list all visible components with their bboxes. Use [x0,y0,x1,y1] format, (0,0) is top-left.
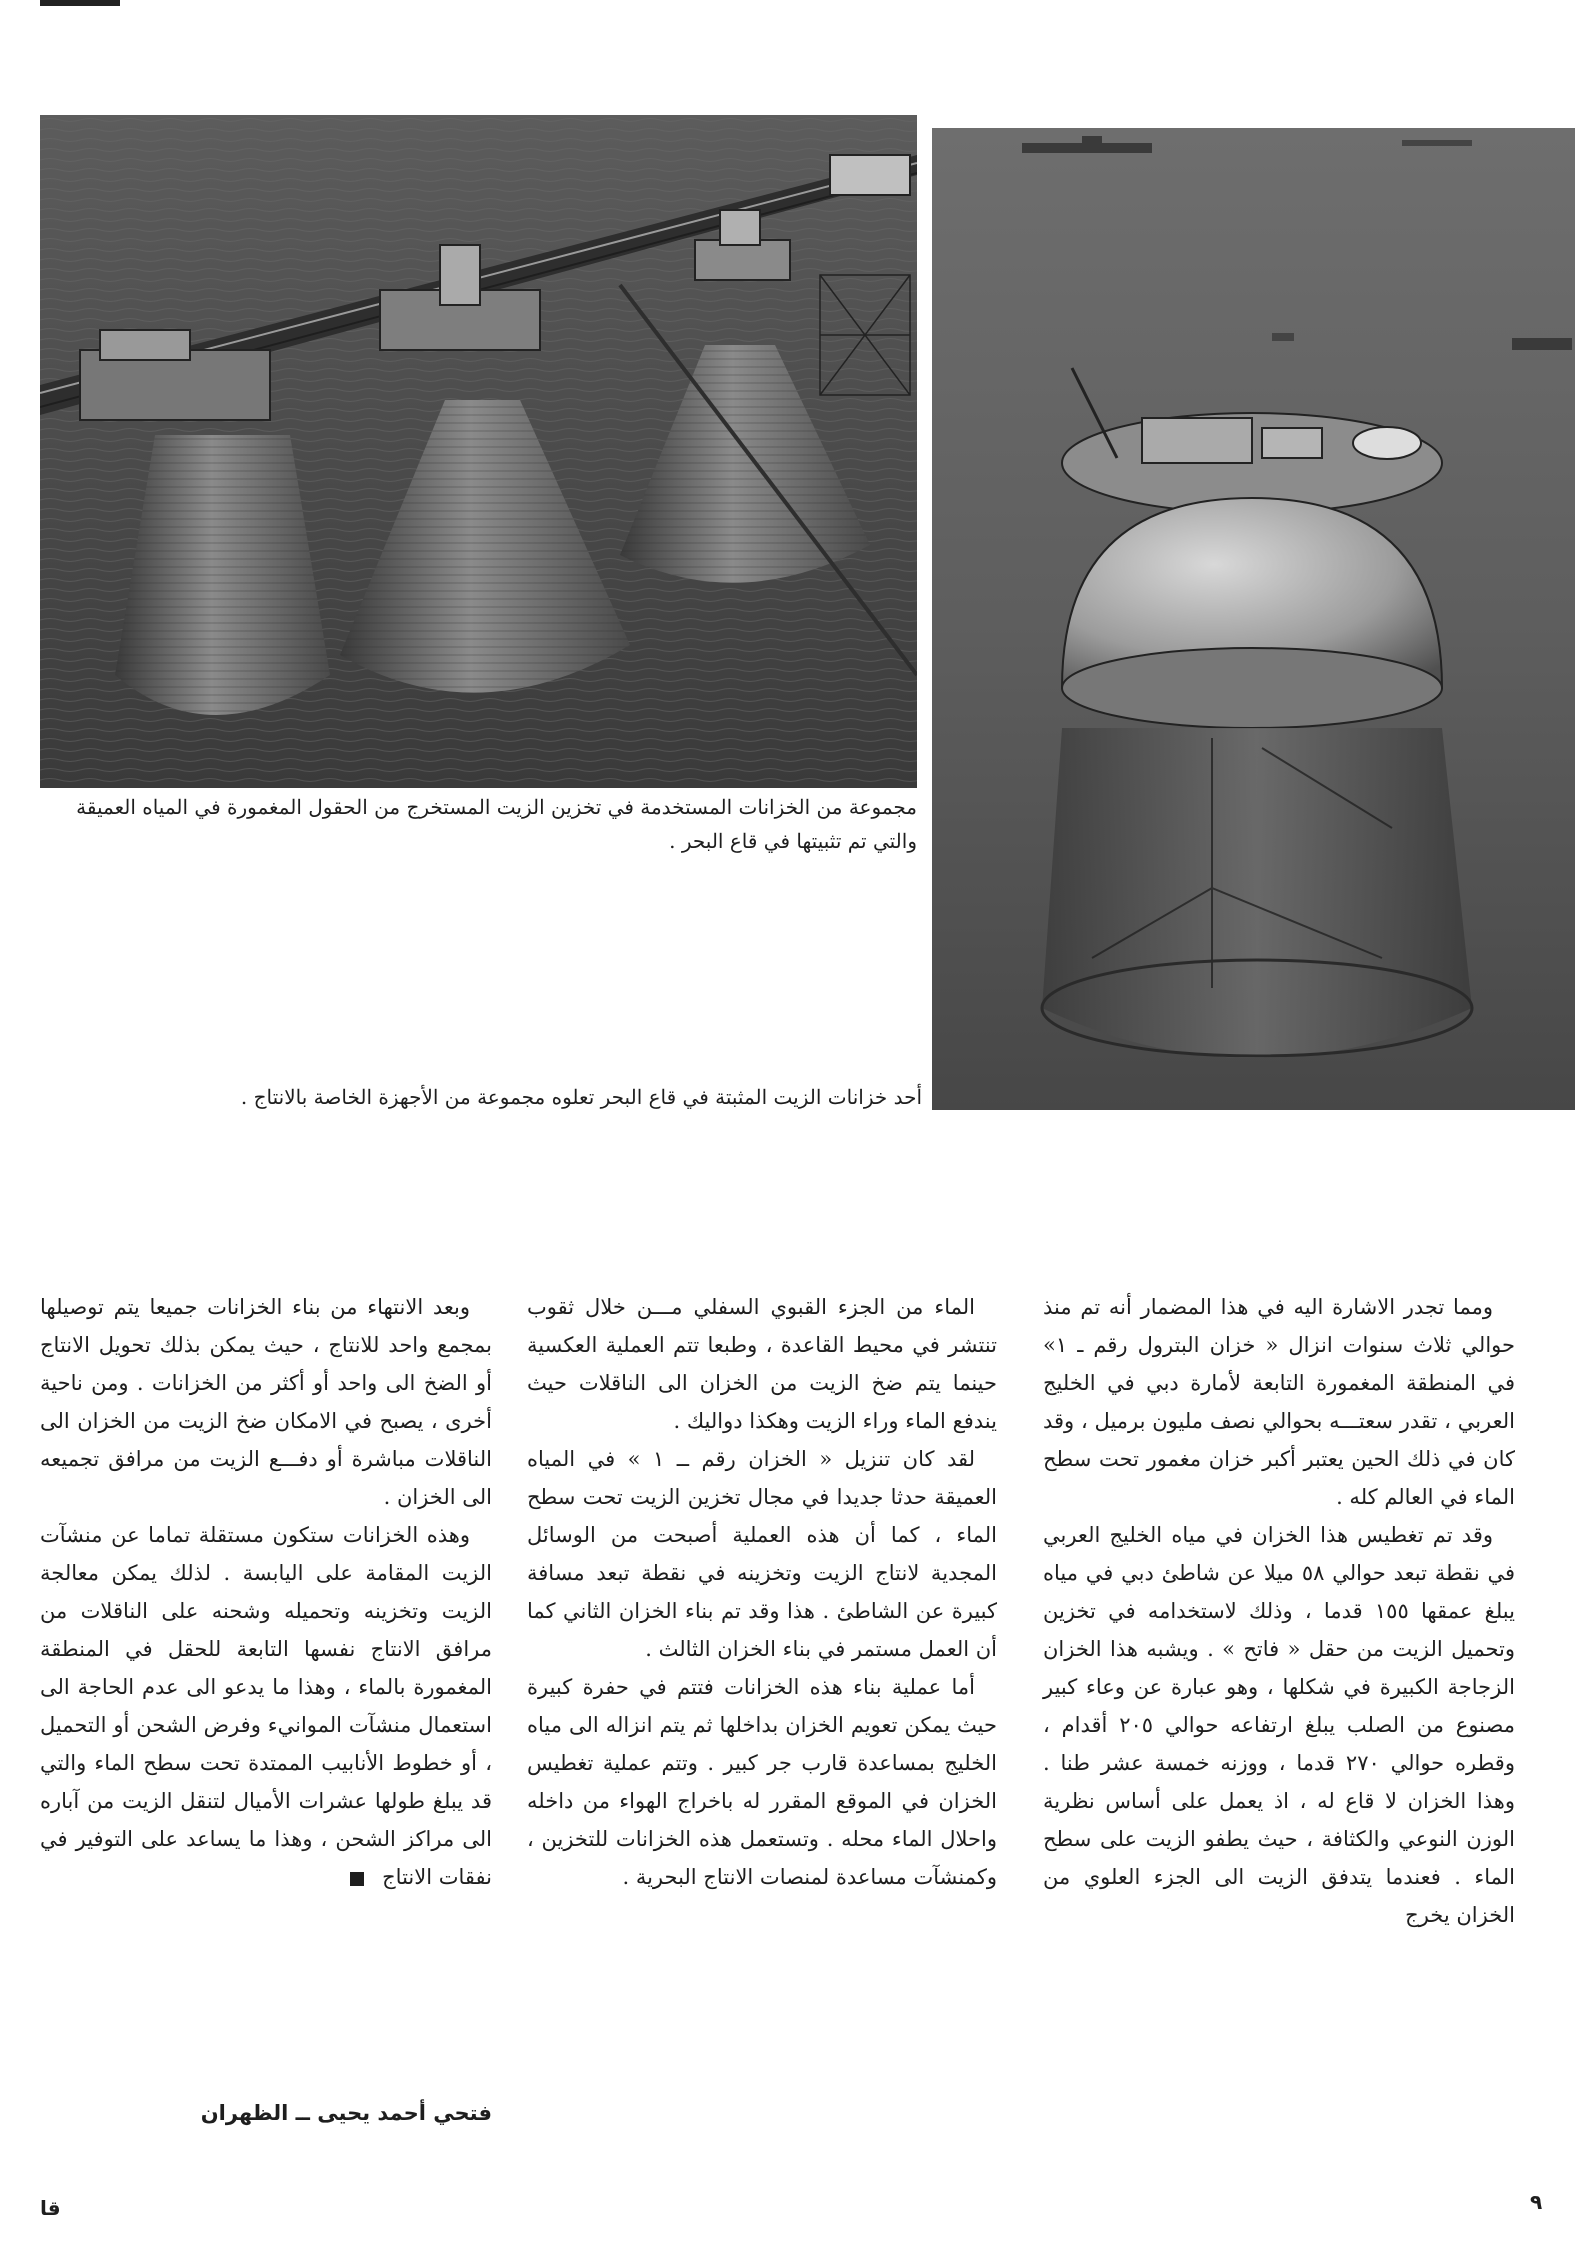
article-column-middle [527,1288,997,1896]
paragraph: أما عملية بناء هذه الخزانات فتتم في حفرة كبيرة حيث يمكن تعويم الخزان بداخلها ثم يتم انزاله الى مياه الخليج بمساعدة قارب جر كبير . وتتم عملية تغطيس الخزان في الموقع المقرر له باخراج الهواء من داخله واحلال الماء محله . وتستعمل هذه الخزانات للتخزين ، وكمنشآت مساعدة لمنصات الانتاج البحرية . [527,1675,997,1889]
magazine-mark: قا [40,2196,61,2220]
page-number: ٩ [1530,2190,1543,2214]
dome-storage-tank-image [932,128,1575,1110]
end-of-article-square-icon [350,1872,364,1886]
paragraph: ومما تجدر الاشارة اليه في هذا المضمار أنه تم منذ حوالي ثلاث سنوات انزال « خزان البترول رقم ـ ١» في المنطقة المغمورة التابعة لأمارة دبي في الخليج العربي ، تقدر سعتـــه بحوالي نصف مليون برميل ، وقد كان في ذلك الحين يعتبر أكبر خزان مغمور تحت سطح الماء في العالم كله . [1043,1295,1515,1509]
top-rule [40,0,120,6]
caption-dome-tank: أحد خزانات الزيت المثبتة في قاع البحر تعلوه مجموعة من الأجهزة الخاصة بالانتاج . [240,1085,922,1109]
paragraph-with-end-mark [40,1516,492,1896]
paragraph-text: وهذه الخزانات ستكون مستقلة تماما عن منشآت الزيت المقامة على اليابسة . لذلك يمكن معالجة الزيت وتخزينه وتحميله وشحنه على الناقلات من مرافق الانتاج نفسها التابعة للحقل في المنطقة المغمورة بالماء ، وهذا ما يدعو الى عدم الحاجة الى استعمال منشآت الموانيء وفرض الشحن أو التحميل ، أو خطوط الأنابيب الممتدة تحت سطح الماء والتي قد يبلغ طولها عشرات الأميال لتنقل الزيت من آباره الى مراكز الشحن ، وهذا ما يساعد على التوفير في نفقات الانتاج [40,1523,492,1889]
paragraph: وبعد الانتهاء من بناء الخزانات جميعا يتم توصيلها بمجمع واحد للانتاج ، حيث يمكن بذلك تحويل الانتاج أو الضخ الى واحد أو أكثر من الخزانات . ومن ناحية أخرى ، يصبح في الامكان ضخ الزيت من الخزان الى الناقلات مباشرة أو دفـــع الزيت من مرافق تجميعه الى الخزان . [40,1295,493,1509]
paragraph: الماء من الجزء القبوي السفلي مـــن خلال ثقوب تنتشر في محيط القاعدة ، وطبعا تتم العملية العكسية حينما يتم ضخ الزيت من الخزان الى الناقلات حيث يندفع الماء وراء الزيت وهكذا دواليك . [527,1295,997,1433]
paragraph: وقد تم تغطيس هذا الخزان في مياه الخليج العربي في نقطة تبعد حوالي ٥٨ ميلا عن شاطئ دبي في مياه يبلغ عمقها ١٥٥ قدما ، وذلك لاستخدامه في تخزين وتحميل الزيت من حقل « فاتح » . ويشبه هذا الخزان الزجاجة الكبيرة في شكلها ، وهو عبارة عن وعاء كبير مصنوع من الصلب يبلغ ارتفاعه حوالي ٢٠٥ أقدام ، وقطره حوالي ٢٧٠ قدما ، ووزنه خمسة عشر طنا . وهذا الخزان لا قاع له ، اذ يعمل على أساس نظرية الوزن النوعي والكثافة ، حيث يطفو الزيت على سطح الماء . فعندما يتدفق الزيت الى الجزء العلوي من الخزان يخرج [1043,1523,1516,1927]
photo-offshore-tank-group [40,115,917,788]
caption-tank-group: مجموعة من الخزانات المستخدمة في تخزين الزيت المستخرج من الحقول المغمورة في المياه العميقة والتي تم تثبيتها في قاع البحر . [76,795,917,853]
photo-dome-storage-tank [932,128,1575,1110]
offshore-tank-group-image [40,115,917,788]
article-column-left [40,1288,492,1896]
article-column-right [1043,1288,1515,1934]
paragraph: لقد كان تنزيل « الخزان رقم ــ ١ » في المياه العميقة حدثا جديدا في مجال تخزين الزيت تحت سطح الماء ، كما أن هذه العملية أصبحت من الوسائل المجدية لانتاج الزيت وتخزينه في نقطة تبعد مسافة كبيرة عن الشاطئ . هذا وقد تم بناء الخزان الثاني كما أن العمل مستمر في بناء الخزان الثالث . [527,1447,997,1661]
author-byline: فتحي أحمد يحيى ــ الظهران [200,2101,492,2125]
